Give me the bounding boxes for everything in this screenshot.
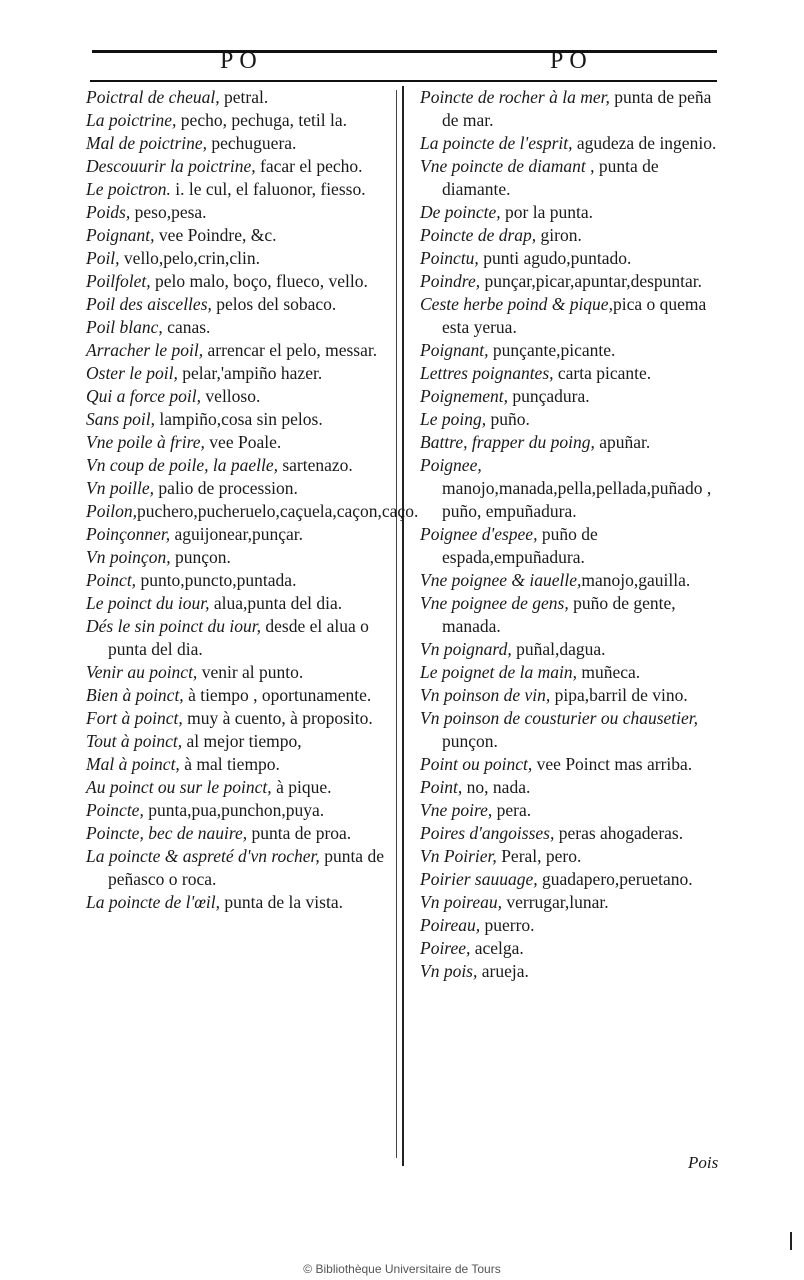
dictionary-entry	[420, 523, 726, 569]
dictionary-entry	[86, 155, 392, 178]
entry-translation: guadapero,peruetano.	[537, 869, 693, 889]
entry-translation: Peral, pero.	[496, 846, 582, 866]
entry-translation: pica o quema esta yerua.	[442, 294, 707, 337]
entry-headword: Le poictron.	[86, 179, 171, 199]
entry-translation: punçon.	[442, 731, 498, 751]
entry-translation: canas.	[162, 317, 211, 337]
dictionary-entry	[86, 891, 392, 914]
entry-translation: muñeca.	[577, 662, 641, 682]
entry-translation: aguijonear,punçar.	[170, 524, 304, 544]
dictionary-entry	[86, 454, 392, 477]
entry-translation: pecho, pechuga, tetil la.	[176, 110, 347, 130]
entry-headword: Poindre,	[420, 271, 481, 291]
entry-headword: Point,	[420, 777, 463, 797]
entry-translation: punta,pua,punchon,puya.	[143, 800, 325, 820]
entry-translation: no, nada.	[462, 777, 531, 797]
entry-headword: Poires d'angoisses,	[420, 823, 555, 843]
entry-headword: Poil blanc,	[86, 317, 163, 337]
dictionary-entry	[420, 362, 726, 385]
entry-translation: pechuguera.	[207, 133, 297, 153]
running-head-right: PO	[550, 48, 593, 74]
entry-headword: Poireau,	[420, 915, 481, 935]
dictionary-entry	[86, 845, 392, 891]
entry-translation: apuñar.	[594, 432, 651, 452]
dictionary-entry	[86, 408, 392, 431]
entry-translation: vee Poale.	[204, 432, 282, 452]
dictionary-entry	[420, 385, 726, 408]
dictionary-entry	[86, 546, 392, 569]
entry-translation: arrencar el pelo, messar.	[203, 340, 378, 360]
header-rule-bottom	[90, 80, 717, 82]
entry-translation: pelar,'ampiño hazer.	[177, 363, 323, 383]
dictionary-entry	[86, 569, 392, 592]
entry-headword: Poinct,	[86, 570, 137, 590]
entry-translation: vee Poindre, &c.	[154, 225, 277, 245]
entry-headword: Bien à poinct,	[86, 685, 184, 705]
entry-headword: Poignant,	[86, 225, 155, 245]
dictionary-entry	[86, 431, 392, 454]
dictionary-entry	[420, 454, 726, 523]
dictionary-entry	[420, 822, 726, 845]
dictionary-entry	[86, 132, 392, 155]
dictionary-entry	[86, 684, 392, 707]
entry-headword: Poincte,	[86, 800, 144, 820]
entry-headword: Fort à poinct,	[86, 708, 183, 728]
entry-translation: petral.	[219, 87, 269, 107]
library-credit: © Bibliothèque Universitaire de Tours	[303, 1262, 501, 1276]
entry-translation: puño de espada,empuñadura.	[442, 524, 598, 567]
entry-translation: à pique.	[271, 777, 332, 797]
dictionary-entry	[86, 615, 392, 661]
entry-translation: puchero,pucheruelo,caçuela,caçon,caço.	[137, 501, 419, 521]
entry-headword: Le poinct du iour,	[86, 593, 210, 613]
entry-translation: punçante,picante.	[488, 340, 616, 360]
dictionary-entry	[420, 224, 726, 247]
dictionary-entry	[86, 523, 392, 546]
entry-headword: Oster le poil,	[86, 363, 178, 383]
entry-translation: agudeza de ingenio.	[572, 133, 717, 153]
dictionary-entry	[86, 109, 392, 132]
dictionary-entry	[420, 960, 726, 983]
dictionary-entry	[420, 592, 726, 638]
dictionary-entry	[86, 362, 392, 385]
entry-translation: punta de peña de mar.	[442, 87, 712, 130]
margin-mark	[790, 1232, 792, 1250]
dictionary-entry	[420, 86, 726, 132]
entry-translation: al mejor tiempo,	[182, 731, 302, 751]
dictionary-entry	[86, 339, 392, 362]
entry-headword: Vn poinson de vin,	[420, 685, 551, 705]
dictionary-entry	[420, 776, 726, 799]
entry-headword: Poids,	[86, 202, 131, 222]
entry-translation: manojo,gauilla.	[581, 570, 691, 590]
dictionary-entry	[86, 500, 419, 523]
dictionary-entry	[86, 776, 392, 799]
entry-translation: pera.	[492, 800, 532, 820]
entry-headword: Poiree,	[420, 938, 471, 958]
entry-translation: lampiño,cosa sin pelos.	[155, 409, 323, 429]
dictionary-entry	[86, 799, 392, 822]
catchword: Pois	[688, 1153, 719, 1172]
entry-headword: La poincte de l'œil,	[86, 892, 221, 912]
entry-headword: Poictral de cheual,	[86, 87, 220, 107]
entry-headword: Mal de poictrine,	[86, 133, 208, 153]
dictionary-entry	[420, 132, 726, 155]
entry-headword: Arracher le poil,	[86, 340, 204, 360]
dictionary-entry	[86, 707, 392, 730]
dictionary-entry	[86, 178, 392, 201]
entry-translation: manojo,manada,pella,pellada,puñado , puño, empuñadura.	[442, 478, 712, 521]
entry-headword: Vn poignard,	[420, 639, 512, 659]
entry-headword: Poignant,	[420, 340, 489, 360]
dictionary-entry	[420, 684, 726, 707]
entry-translation: punti agudo,puntado.	[478, 248, 632, 268]
entry-headword: Vne poile à frire,	[86, 432, 205, 452]
entry-headword: Poincte de rocher à la mer,	[420, 87, 610, 107]
entry-translation: peras ahogaderas.	[554, 823, 684, 843]
dictionary-entry	[86, 201, 392, 224]
entry-translation: pipa,barril de vino.	[550, 685, 688, 705]
entry-translation: aruejа.	[477, 961, 529, 981]
dictionary-entry	[420, 661, 726, 684]
dictionary-entry	[420, 293, 726, 339]
dictionary-entry	[420, 638, 726, 661]
entry-headword: Poincte, bec de nauire,	[86, 823, 248, 843]
entry-translation: pelo malo, boço, flueco, vello.	[150, 271, 368, 291]
dictionary-entry	[420, 431, 726, 454]
dictionary-entry	[86, 822, 392, 845]
entry-translation: vello,pelo,crin,clin.	[119, 248, 260, 268]
entry-translation: sartenazo.	[277, 455, 353, 475]
entry-headword: Sans poil,	[86, 409, 156, 429]
left-column	[86, 86, 419, 914]
entry-headword: Lettres poignantes,	[420, 363, 554, 383]
entry-headword: La poictrine,	[86, 110, 177, 130]
entry-headword: Vne poignee de gens,	[420, 593, 569, 613]
dictionary-entry	[86, 316, 392, 339]
entry-headword: Vn coup de poile, la paelle,	[86, 455, 278, 475]
entry-headword: Poil des aiscelles,	[86, 294, 212, 314]
right-column	[420, 86, 726, 983]
entry-headword: Vn poinçon,	[86, 547, 171, 567]
entry-translation: velloso.	[201, 386, 261, 406]
entry-translation: pelos del sobaco.	[211, 294, 337, 314]
dictionary-entry	[420, 155, 726, 201]
entry-translation: alua,punta del dia.	[209, 593, 343, 613]
dictionary-entry	[420, 201, 726, 224]
entry-headword: Le poing,	[420, 409, 487, 429]
dictionary-entry	[420, 270, 726, 293]
dictionary-entry	[420, 569, 726, 592]
dictionary-entry	[420, 408, 726, 431]
entry-headword: Au poinct ou sur le poinct,	[86, 777, 272, 797]
entry-headword: De poincte,	[420, 202, 501, 222]
entry-translation: giron.	[536, 225, 582, 245]
dictionary-entry	[86, 224, 392, 247]
entry-translation: acelga.	[470, 938, 524, 958]
entry-headword: Poil,	[86, 248, 120, 268]
entry-translation: à mal tiempo.	[179, 754, 280, 774]
entry-translation: desde el alua o punta del dia.	[108, 616, 369, 659]
entry-translation: punto,puncto,puntada.	[136, 570, 297, 590]
entry-headword: La poincte de l'esprit,	[420, 133, 573, 153]
entry-headword: Poilon,	[86, 501, 138, 521]
entry-translation: i. le cul, el faluonor, fiesso.	[170, 179, 366, 199]
entry-translation: punta de peñasco o roca.	[108, 846, 384, 889]
entry-headword: Point ou poinct,	[420, 754, 533, 774]
dictionary-entry	[420, 753, 726, 776]
dictionary-entry	[86, 270, 392, 293]
entry-translation: punçon.	[170, 547, 231, 567]
entry-translation: punta de proa.	[247, 823, 352, 843]
header-rule-top	[92, 50, 717, 53]
entry-headword: Poilfolet,	[86, 271, 151, 291]
entry-translation: puerro.	[480, 915, 535, 935]
entry-translation: puño.	[486, 409, 530, 429]
entry-headword: Poinctu,	[420, 248, 479, 268]
entry-headword: Battre, frapper du poing,	[420, 432, 595, 452]
dictionary-entry	[86, 385, 392, 408]
dictionary-entry	[420, 339, 726, 362]
entry-translation: punçadura.	[507, 386, 590, 406]
dictionary-entry	[86, 730, 392, 753]
entry-headword: Poignee d'espee,	[420, 524, 538, 544]
entry-translation: puño de gente, manada.	[442, 593, 676, 636]
entry-headword: Vn poireau,	[420, 892, 502, 912]
dictionary-entry	[420, 868, 726, 891]
column-divider	[402, 86, 404, 1166]
entry-translation: punta de diamante.	[442, 156, 659, 199]
entry-headword: Venir au poinct,	[86, 662, 198, 682]
entry-headword: Vn pois,	[420, 961, 478, 981]
column-divider-inner	[396, 90, 397, 1158]
entry-headword: Vn poinson de cousturier ou chausetier,	[420, 708, 699, 728]
entry-headword: Le poignet de la main,	[420, 662, 577, 682]
entry-headword: Qui a force poil,	[86, 386, 202, 406]
entry-headword: Vn Poirier,	[420, 846, 497, 866]
entry-headword: Poignee,	[420, 455, 482, 475]
entry-translation: peso,pesa.	[130, 202, 207, 222]
dictionary-entry	[420, 247, 726, 270]
running-head-left: PO	[220, 48, 263, 74]
entry-headword: Vne poire,	[420, 800, 493, 820]
entry-headword: Tout à poinct,	[86, 731, 183, 751]
entry-headword: Mal à poinct,	[86, 754, 180, 774]
entry-translation: carta picante.	[553, 363, 652, 383]
dictionary-entry	[86, 293, 392, 316]
dictionary-entry	[420, 707, 726, 753]
dictionary-entry	[420, 937, 726, 960]
dictionary-entry	[86, 477, 392, 500]
entry-translation: punçar,picar,apuntar,despuntar.	[480, 271, 703, 291]
dictionary-entry	[420, 914, 726, 937]
dictionary-entry	[86, 247, 392, 270]
entry-headword: La poincte & aspreté d'vn rocher,	[86, 846, 320, 866]
entry-translation: venir al punto.	[197, 662, 304, 682]
entry-headword: Poignement,	[420, 386, 508, 406]
entry-translation: verrugar,lunar.	[501, 892, 609, 912]
entry-headword: Vne poignee & iauelle,	[420, 570, 582, 590]
dictionary-entry	[420, 891, 726, 914]
dictionary-entry	[420, 845, 726, 868]
entry-headword: Vne poincte de diamant ,	[420, 156, 595, 176]
entry-translation: palio de procession.	[154, 478, 298, 498]
entry-headword: Vn poille,	[86, 478, 155, 498]
dictionary-entry	[86, 753, 392, 776]
entry-headword: Poincte de drap,	[420, 225, 537, 245]
dictionary-entry	[86, 661, 392, 684]
entry-translation: por la punta.	[500, 202, 594, 222]
entry-headword: Poinçonner,	[86, 524, 171, 544]
entry-translation: vee Poinct mas arriba.	[532, 754, 693, 774]
entry-translation: punta de la vista.	[220, 892, 343, 912]
entry-translation: puñal,dagua.	[511, 639, 606, 659]
entry-headword: Poirier sauuage,	[420, 869, 538, 889]
entry-headword: Descouurir la poictrine,	[86, 156, 256, 176]
entry-headword: Dés le sin poinct du iour,	[86, 616, 261, 636]
dictionary-entry	[86, 86, 392, 109]
dictionary-entry	[420, 799, 726, 822]
dictionary-entry	[86, 592, 392, 615]
entry-translation: facar el pecho.	[255, 156, 363, 176]
entry-translation: muy à cuento, à proposito.	[182, 708, 373, 728]
entry-headword: Ceste herbe poind & pique,	[420, 294, 613, 314]
entry-translation: à tiempo , oportunamente.	[183, 685, 372, 705]
